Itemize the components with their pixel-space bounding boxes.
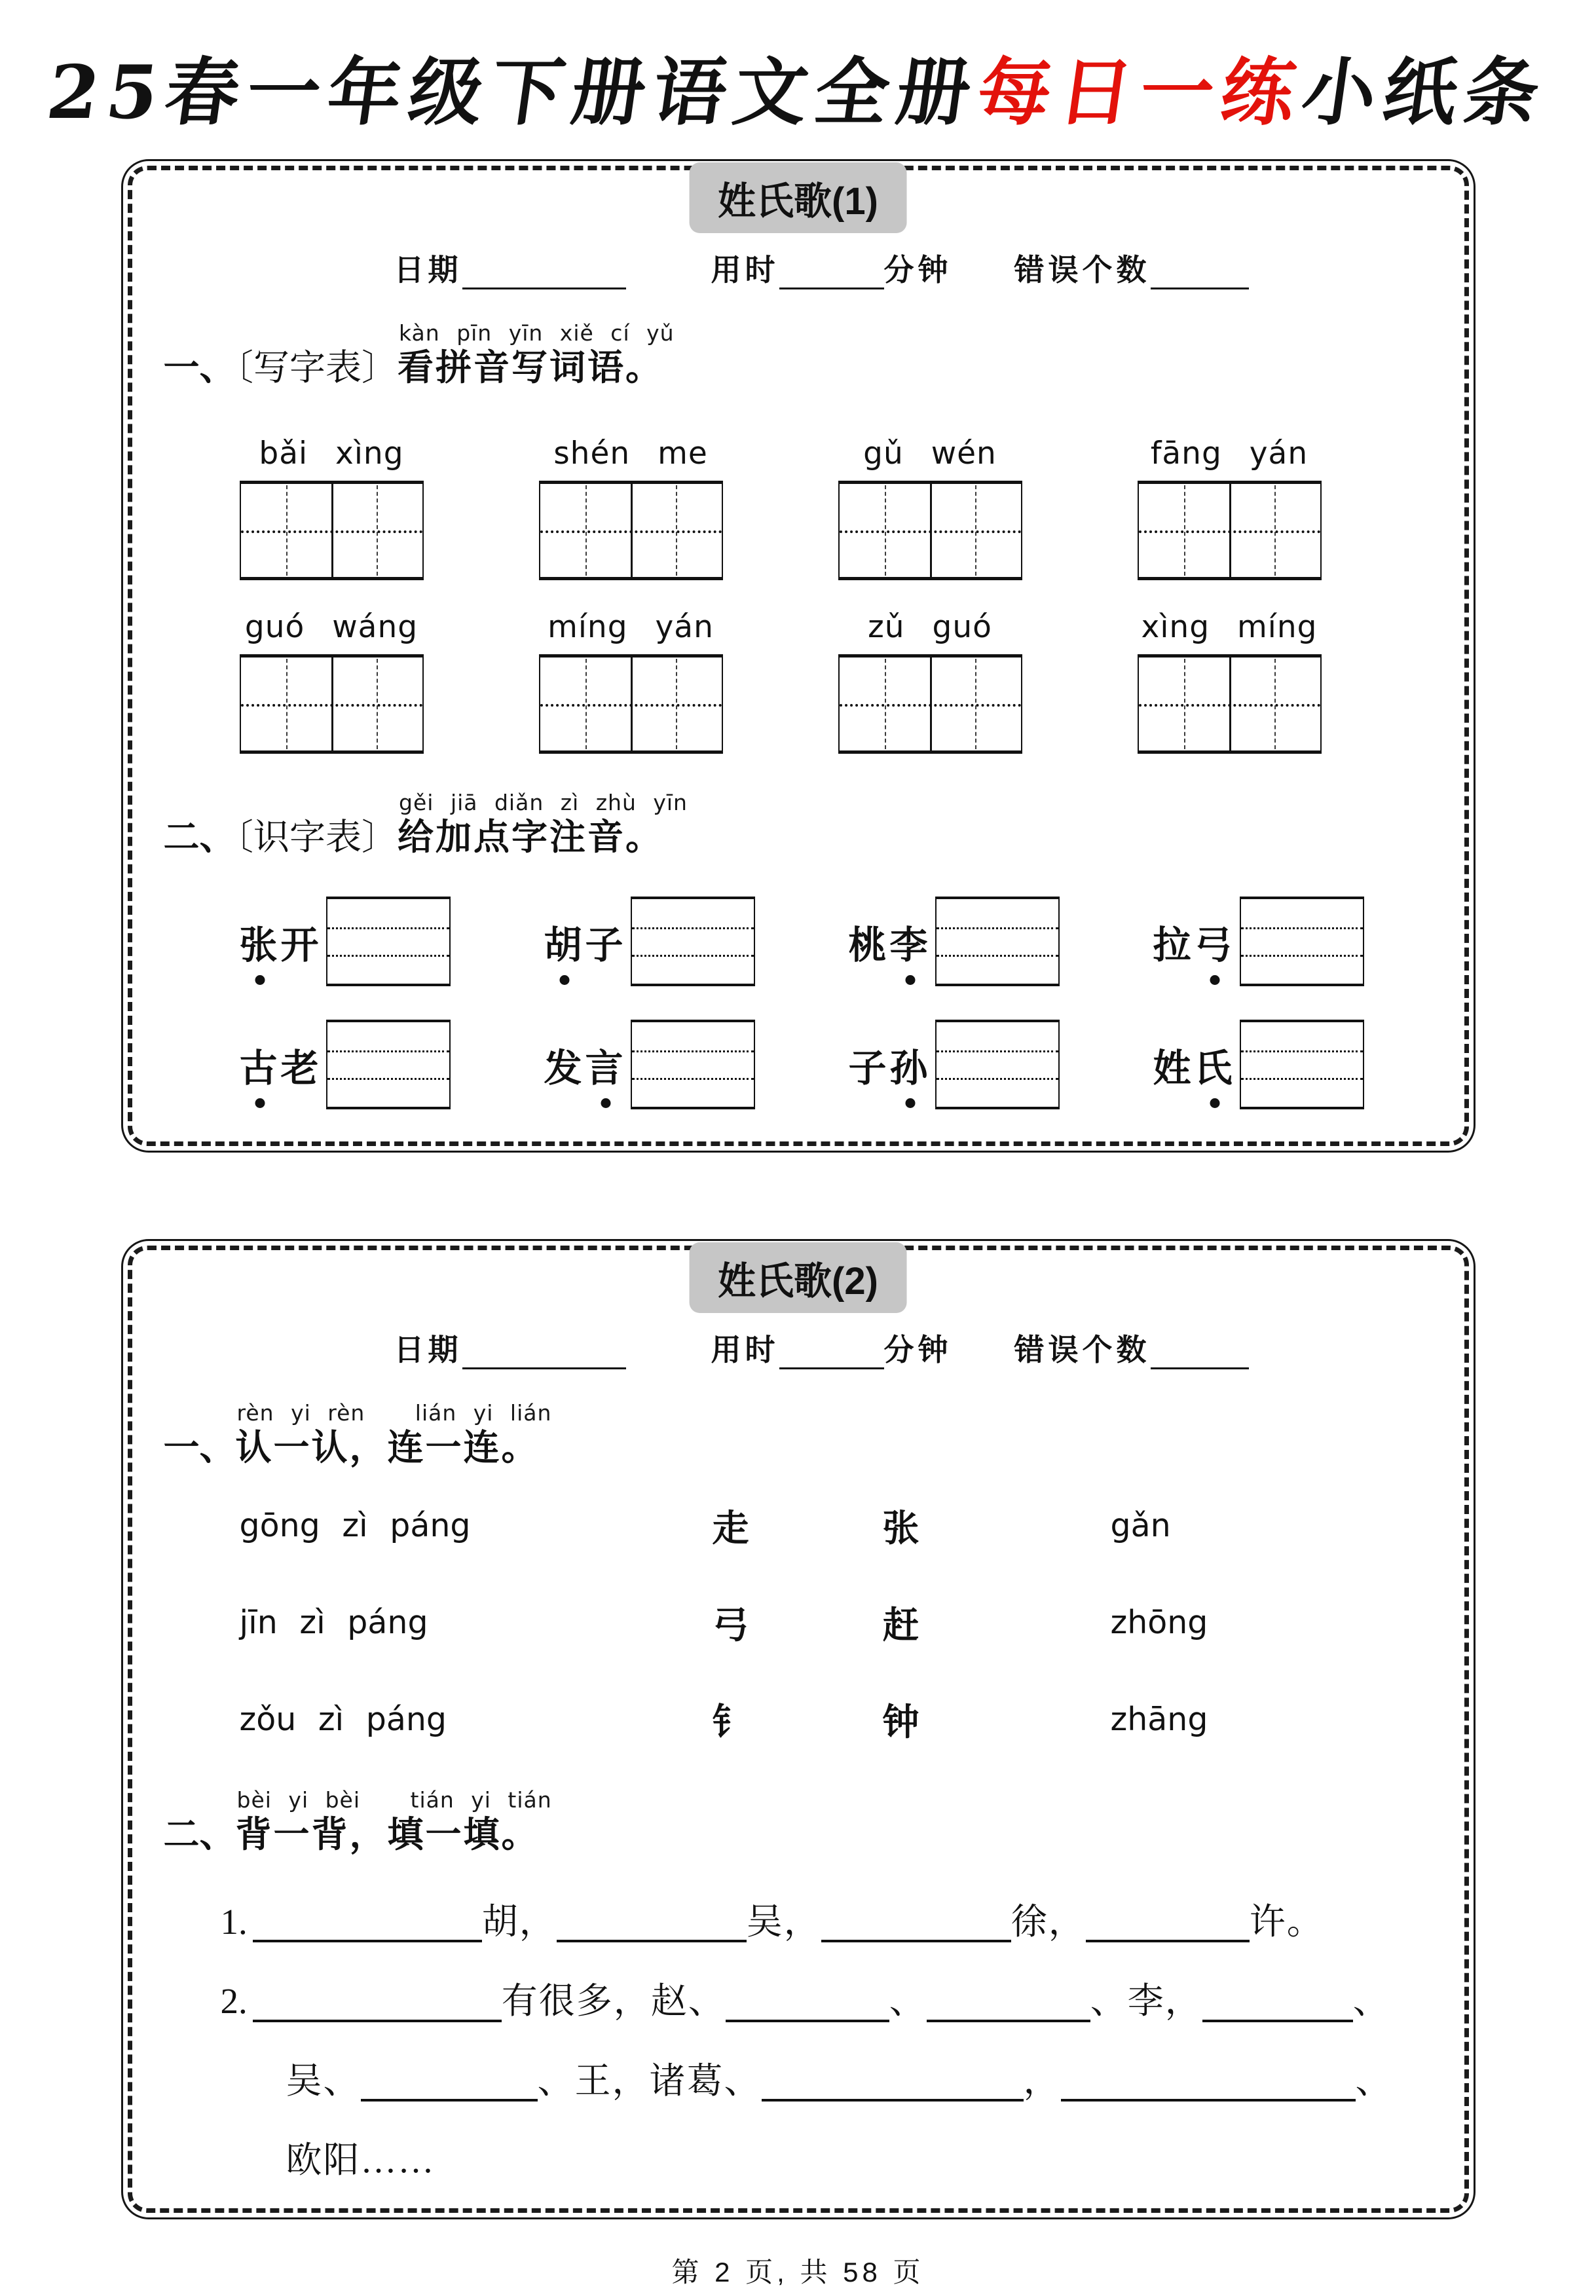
section-1-title-chip: 姓氏歌(1) xyxy=(689,162,907,233)
pinyin-answer-box xyxy=(1240,1020,1364,1109)
pinyin-label: zǔ guó xyxy=(868,609,992,646)
fill-item-2-line-3: 欧阳…… xyxy=(286,2139,436,2180)
section-1-exercise-2-heading xyxy=(163,790,1464,858)
fill-blank xyxy=(1061,2065,1356,2102)
exercise-number: 二、 xyxy=(163,1813,236,1855)
date-blank xyxy=(462,1339,626,1369)
annotate-row-2 xyxy=(240,1016,1464,1114)
pinyin-label: shén me xyxy=(553,435,708,472)
radical-char: 弓 xyxy=(712,1605,749,1646)
pinyin-answer-box xyxy=(1240,897,1364,986)
fill-blank xyxy=(253,1985,502,2022)
pinyin-word-item xyxy=(838,435,1022,580)
pinyin-answer-box xyxy=(631,897,755,986)
pinyin-label: fāng yán xyxy=(1150,435,1308,472)
page-title-part-2: 小纸条 xyxy=(1296,50,1553,136)
pinyin-word-item xyxy=(1138,609,1322,754)
pinyin-label: gǔ wén xyxy=(863,435,997,472)
writing-grid xyxy=(240,654,424,754)
pinyin-answer-box xyxy=(935,1020,1060,1109)
worksheet-card-1-inner xyxy=(128,166,1469,1146)
exercise-instruction: bèi yi bèi tián yi tián 背一背，填一填。 xyxy=(235,1787,552,1855)
pinyin-label: guó wáng xyxy=(244,609,418,646)
pinyin-answer-box xyxy=(326,1020,451,1109)
word-with-dot: 古老 xyxy=(240,1037,322,1092)
annotate-item xyxy=(849,1016,1075,1114)
matching-exercise xyxy=(240,1500,1464,1746)
fill-item-2-line-1: 2. 有很多，赵、 、 、李， 、 xyxy=(220,1981,1390,2022)
errors-label: 错误个数 xyxy=(1014,1333,1151,1367)
reading-pinyin: zhāng xyxy=(1110,1701,1208,1739)
worksheet-card-2-inner xyxy=(128,1246,1469,2213)
pinyin-answer-box xyxy=(326,897,451,986)
exercise-instruction: rèn yi rèn lián yi lián 认一认，连一连。 xyxy=(235,1399,552,1468)
pinyin-grid-row-2 xyxy=(240,609,1464,754)
word-with-dot: 张开 xyxy=(240,914,322,969)
minutes-label: 分钟 xyxy=(883,253,952,287)
exercise-number: 一、 xyxy=(163,347,236,388)
time-label: 用时 xyxy=(711,253,779,287)
radical-name-pinyin: zǒu zì páng xyxy=(239,1701,447,1739)
section-1-meta-line xyxy=(394,246,1464,289)
date-label: 日期 xyxy=(394,253,462,287)
section-2-meta-line xyxy=(394,1326,1464,1369)
fill-item-2-line-2: 吴、 、王，诸葛、 ， 、 xyxy=(286,2060,1393,2101)
source-table-tag: 〔写字表〕 xyxy=(235,348,398,388)
instruction-pinyin: gěi jiā diǎn zì zhù yīn xyxy=(399,790,688,816)
item-number: 2. xyxy=(220,1981,248,2022)
word-with-dot: 姓氏 xyxy=(1153,1037,1236,1092)
pinyin-word-item xyxy=(240,435,424,580)
exercise-instruction: kàn pīn yīn xiě cí yǔ 看拼音写词语。 xyxy=(398,320,675,388)
annotate-item xyxy=(1153,1016,1379,1114)
minutes-label: 分钟 xyxy=(883,1333,952,1367)
page-title-part-1: 25春一年级下册语文全册 xyxy=(42,50,984,136)
annotate-item xyxy=(544,1016,770,1114)
pinyin-label: míng yán xyxy=(547,609,714,646)
instruction-pinyin: bèi yi bèi tián yi tián xyxy=(236,1787,552,1813)
word-with-dot: 发言 xyxy=(544,1037,627,1092)
annotate-item xyxy=(240,1016,466,1114)
worksheet-card-2 xyxy=(121,1239,1475,2220)
pinyin-word-item xyxy=(838,609,1022,754)
date-label: 日期 xyxy=(394,1333,462,1367)
fill-blank xyxy=(253,1906,482,1942)
fill-blank xyxy=(726,1985,889,2022)
errors-blank xyxy=(1151,259,1249,289)
pinyin-answer-box xyxy=(935,897,1060,986)
reading-pinyin: gǎn xyxy=(1110,1507,1171,1545)
section-2-exercise-2-heading xyxy=(163,1787,1464,1855)
word-with-dot: 胡子 xyxy=(544,914,627,969)
annotate-row-1 xyxy=(240,893,1464,991)
page-number: 第 2 页, 共 58 页 xyxy=(671,2257,925,2287)
writing-grid xyxy=(539,481,723,580)
fill-blank xyxy=(927,1985,1090,2022)
word-with-dot: 子孙 xyxy=(849,1037,931,1092)
fill-blank xyxy=(1202,1985,1353,2022)
annotate-item xyxy=(240,893,466,991)
date-blank xyxy=(462,259,626,289)
exercise-instruction: gěi jiā diǎn zì zhù yīn 给加点字注音。 xyxy=(398,790,688,858)
section-2-title-chip: 姓氏歌(2) xyxy=(689,1242,907,1313)
match-char: 赶 xyxy=(882,1605,919,1646)
radical-char: 走 xyxy=(712,1508,749,1549)
writing-grid xyxy=(1138,654,1322,754)
exercise-number: 二、 xyxy=(163,817,236,858)
radical-name-pinyin: gōng zì páng xyxy=(239,1507,471,1545)
writing-grid xyxy=(539,654,723,754)
section-2-exercise-1-heading xyxy=(163,1399,1464,1468)
page-title xyxy=(0,34,1596,139)
instruction-pinyin: kàn pīn yīn xiě cí yǔ xyxy=(399,320,675,346)
fill-item-1: 1. 胡， 吴， 徐， 许。 xyxy=(220,1902,1324,1942)
section-1-exercise-1-heading xyxy=(163,320,1464,388)
word-with-dot: 拉弓 xyxy=(1153,914,1236,969)
pinyin-label: bǎi xìng xyxy=(259,435,404,472)
exercise-number: 一、 xyxy=(163,1426,236,1468)
reading-pinyin: zhōng xyxy=(1110,1604,1208,1642)
worksheet-card-1 xyxy=(121,159,1475,1153)
pinyin-grid-row-1 xyxy=(240,435,1464,580)
fill-blank xyxy=(762,2065,1024,2102)
fill-blank xyxy=(1086,1906,1250,1942)
match-char: 张 xyxy=(882,1508,919,1549)
writing-grid xyxy=(838,481,1022,580)
pinyin-answer-box xyxy=(631,1020,755,1109)
match-char: 钟 xyxy=(882,1702,919,1743)
instruction-pinyin: rèn yi rèn lián yi lián xyxy=(236,1399,552,1426)
page-title-highlight: 每日一练 xyxy=(971,50,1309,136)
annotate-item xyxy=(1153,893,1379,991)
pinyin-word-item xyxy=(539,609,723,754)
fill-blank xyxy=(821,1906,1011,1942)
time-blank xyxy=(779,259,884,289)
annotate-item xyxy=(544,893,770,991)
fill-blank xyxy=(557,1906,747,1942)
item-number: 1. xyxy=(220,1902,248,1942)
writing-grid xyxy=(240,481,424,580)
fill-blank xyxy=(361,2065,538,2102)
pinyin-word-item xyxy=(240,609,424,754)
source-table-tag: 〔识字表〕 xyxy=(235,817,398,858)
time-blank xyxy=(779,1339,884,1369)
annotate-item xyxy=(849,893,1075,991)
errors-label: 错误个数 xyxy=(1014,253,1151,287)
radical-name-pinyin: jīn zì páng xyxy=(239,1604,428,1642)
writing-grid xyxy=(1138,481,1322,580)
pinyin-word-item xyxy=(1138,435,1322,580)
errors-blank xyxy=(1151,1339,1249,1369)
pinyin-label: xìng míng xyxy=(1141,609,1318,646)
word-with-dot: 桃李 xyxy=(849,914,931,969)
writing-grid xyxy=(838,654,1022,754)
pinyin-word-item xyxy=(539,435,723,580)
radical-char: 钅 xyxy=(712,1702,749,1743)
time-label: 用时 xyxy=(711,1333,779,1367)
